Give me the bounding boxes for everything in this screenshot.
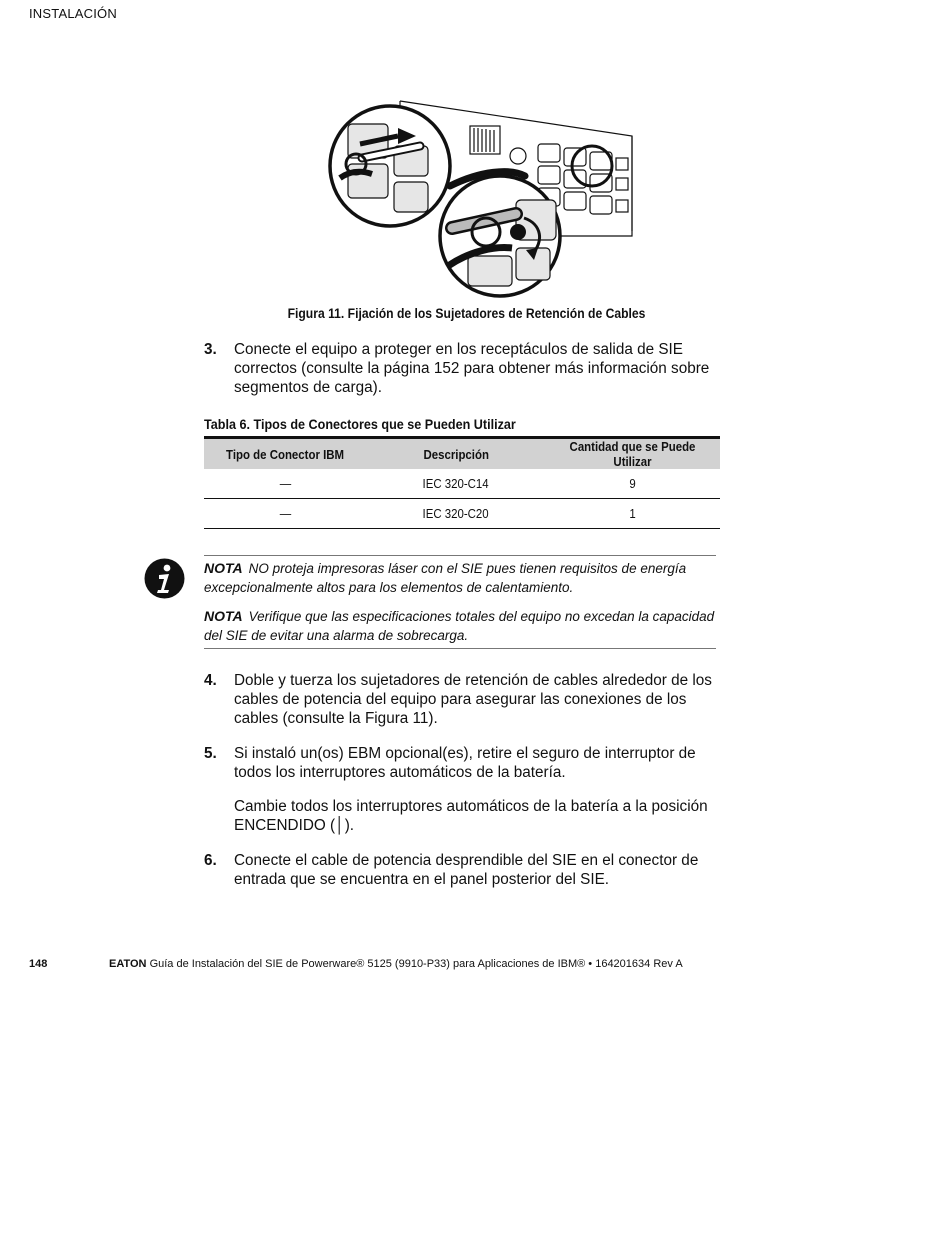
connector-table [204,436,720,529]
table-title: Tabla 6. Tipos de Conectores que se Pueden Utilizar [204,416,516,432]
note-2 [204,607,724,645]
figure-caption: Figura 11. Fijación de los Sujetadores de Retención de Cables [287,306,646,321]
table-row [204,469,720,499]
footer-brand: EATON [109,958,147,970]
step-text: Cambie todos los interruptores automáticos de la batería a la posición ENCENDIDO (│). [234,798,708,834]
info-icon [144,558,185,599]
table-cell: — [204,469,367,499]
step-text: Si instaló un(os) EBM opcional(es), retire el seguro de interruptor de todos los interruptores automáticos de la batería. [234,745,696,781]
table-header-row [204,438,720,470]
table-row [204,499,720,529]
footer-text [109,958,683,970]
table-cell: IEC 320-C20 [367,499,545,529]
column-header: Cantidad que se Puede Utilizar [545,438,720,470]
note-text: Verifique que las especificaciones totales del equipo no excedan la capacidad del SIE de evitar una alarma de sobrecarga. [204,609,715,643]
step-text: Conecte el cable de potencia desprendible del SIE en el conector de entrada que se encuentra en el panel posterior del SIE. [234,852,699,888]
note-1 [204,559,724,597]
table-cell: 9 [545,469,720,499]
column-header: Tipo de Conector IBM [204,438,367,470]
note-label: NOTA [204,608,243,624]
column-header: Descripción [367,438,545,470]
table-cell: 1 [545,499,720,529]
table-cell: IEC 320-C14 [367,469,545,499]
page-number: 148 [29,958,48,970]
running-header: INSTALACIÓN [29,6,117,21]
step-number: 4. [204,672,217,689]
notes-box [204,555,716,649]
step-4 [204,671,724,728]
step-number: 3. [204,341,217,358]
step-number: 5. [204,745,217,762]
step-5-continued [204,797,724,835]
step-text: Conecte el equipo a proteger en los receptáculos de salida de SIE correctos (consulte la página 152 para obtener más información sobre segmentos de carga). [234,341,710,396]
step-text: Doble y tuerza los sujetadores de retención de cables alrededor de los cables de potencia del equipo para asegurar las conexiones de los cables (consulte la Figura 11). [234,672,712,727]
step-6 [204,851,724,889]
table-cell: — [204,499,367,529]
step-number: 6. [204,852,217,869]
cable-retention-figure [320,96,640,301]
note-text: NO proteja impresoras láser con el SIE pues tienen requisitos de energía excepcionalmente altos para los elementos de calentamiento. [204,561,687,595]
footer-title: Guía de Instalación del SIE de Powerware® 5125 (9910-P33) para Aplicaciones de IBM® • 164201634 Rev A [149,958,683,970]
step-5 [204,744,724,782]
step-3 [204,340,724,397]
note-label: NOTA [204,560,243,576]
